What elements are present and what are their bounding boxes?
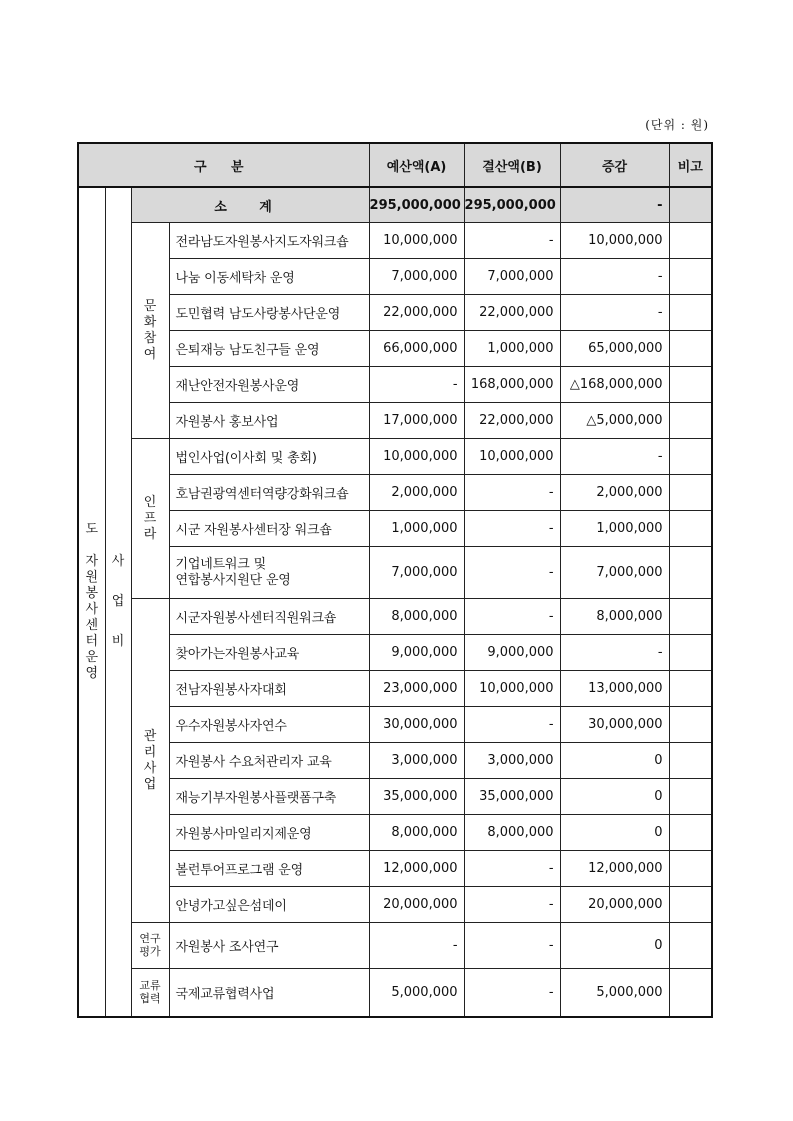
row-remarks: [669, 969, 712, 1017]
row-change: 10,000,000: [560, 223, 669, 259]
row-remarks: [669, 439, 712, 475]
row-settlement: -: [464, 511, 560, 547]
row-settlement: 8,000,000: [464, 815, 560, 851]
row-name: 나눔 이동세탁차 운영: [169, 259, 369, 295]
row-settlement: 10,000,000: [464, 671, 560, 707]
row-change: 0: [560, 815, 669, 851]
row-change: 30,000,000: [560, 707, 669, 743]
table-row: [78, 887, 712, 923]
row-settlement: 7,000,000: [464, 259, 560, 295]
row-settlement: -: [464, 547, 560, 599]
subtotal-remarks: [669, 187, 712, 223]
group-management-label: 관 리 사 업: [131, 599, 169, 923]
row-budget: 5,000,000: [369, 969, 464, 1017]
row-budget: 8,000,000: [369, 815, 464, 851]
row-change: 12,000,000: [560, 851, 669, 887]
row-settlement: -: [464, 475, 560, 511]
group-exchange-label: 교류 협력: [131, 969, 169, 1017]
row-remarks: [669, 887, 712, 923]
row-name: 전남자원봉사자대회: [169, 671, 369, 707]
table-row: [78, 547, 712, 599]
row-remarks: [669, 367, 712, 403]
subtotal-row: [78, 187, 712, 223]
row-settlement: 22,000,000: [464, 403, 560, 439]
row-budget: 8,000,000: [369, 599, 464, 635]
row-budget: 17,000,000: [369, 403, 464, 439]
row-name: 볼런투어프로그램 운영: [169, 851, 369, 887]
row-name: 자원봉사 홍보사업: [169, 403, 369, 439]
level2-label: 사 업 비: [105, 187, 131, 1017]
row-budget: 66,000,000: [369, 331, 464, 367]
row-name: 법인사업(이사회 및 총회): [169, 439, 369, 475]
row-budget: 22,000,000: [369, 295, 464, 331]
row-change: -: [560, 295, 669, 331]
header-settlement: 결산액(B): [464, 143, 560, 187]
row-budget: 30,000,000: [369, 707, 464, 743]
row-change: 65,000,000: [560, 331, 669, 367]
row-budget: 10,000,000: [369, 439, 464, 475]
row-name: 자원봉사 조사연구: [169, 923, 369, 969]
row-change: △168,000,000: [560, 367, 669, 403]
row-name: 찾아가는자원봉사교육: [169, 635, 369, 671]
row-name: 자원봉사마일리지제운영: [169, 815, 369, 851]
row-name: 우수자원봉사자연수: [169, 707, 369, 743]
row-name-line1: 기업네트워크 및: [175, 556, 266, 572]
row-change: 8,000,000: [560, 599, 669, 635]
row-settlement: 10,000,000: [464, 439, 560, 475]
row-remarks: [669, 851, 712, 887]
unit-note: (단위 : 원): [645, 118, 709, 132]
level1-label: 도 자 원 봉 사 센 터 운 영: [78, 187, 105, 1017]
table-row: [78, 671, 712, 707]
row-name: 은퇴재능 남도친구들 운영: [169, 331, 369, 367]
row-settlement: -: [464, 969, 560, 1017]
table-row: [78, 815, 712, 851]
row-name: 재난안전자원봉사운영: [169, 367, 369, 403]
header-category: 구 분: [78, 143, 369, 187]
subtotal-label: 소 계: [131, 187, 369, 223]
table-row: [78, 599, 712, 635]
table-row: [78, 635, 712, 671]
table-row: [78, 439, 712, 475]
row-change: -: [560, 635, 669, 671]
row-settlement: 168,000,000: [464, 367, 560, 403]
table-row: [78, 403, 712, 439]
row-name: 시군자원봉사센터직원워크숍: [169, 599, 369, 635]
table-row: [78, 851, 712, 887]
table-row: [78, 511, 712, 547]
group-research-label: 연구 평가: [131, 923, 169, 969]
header-change: 증감: [560, 143, 669, 187]
row-remarks: [669, 779, 712, 815]
row-change: 7,000,000: [560, 547, 669, 599]
row-change: 0: [560, 743, 669, 779]
header-budget: 예산액(A): [369, 143, 464, 187]
table-row: [78, 367, 712, 403]
row-name: 자원봉사 수요처관리자 교육: [169, 743, 369, 779]
table-row: [78, 475, 712, 511]
row-remarks: [669, 223, 712, 259]
table-row: [78, 223, 712, 259]
subtotal-settlement: 295,000,000: [464, 187, 560, 223]
table-row: [78, 259, 712, 295]
row-settlement: -: [464, 887, 560, 923]
table-header-row: [78, 143, 712, 187]
row-change: 0: [560, 779, 669, 815]
row-settlement: -: [464, 923, 560, 969]
row-budget: 23,000,000: [369, 671, 464, 707]
row-change: △5,000,000: [560, 403, 669, 439]
row-name: 호남권광역센터역량강화워크숍: [169, 475, 369, 511]
row-change: 2,000,000: [560, 475, 669, 511]
row-remarks: [669, 547, 712, 599]
table-row: [78, 295, 712, 331]
row-change: 13,000,000: [560, 671, 669, 707]
row-change: 20,000,000: [560, 887, 669, 923]
subtotal-change: -: [560, 187, 669, 223]
row-budget: -: [369, 367, 464, 403]
table-row: [78, 779, 712, 815]
row-budget: 12,000,000: [369, 851, 464, 887]
row-change: 0: [560, 923, 669, 969]
row-settlement: -: [464, 851, 560, 887]
row-budget: 9,000,000: [369, 635, 464, 671]
row-name: [169, 547, 369, 599]
row-remarks: [669, 259, 712, 295]
row-settlement: 9,000,000: [464, 635, 560, 671]
row-budget: 7,000,000: [369, 259, 464, 295]
row-budget: 2,000,000: [369, 475, 464, 511]
row-remarks: [669, 331, 712, 367]
row-name: 시군 자원봉사센터장 워크숍: [169, 511, 369, 547]
table-row: [78, 923, 712, 969]
row-settlement: 35,000,000: [464, 779, 560, 815]
row-change: -: [560, 259, 669, 295]
row-name: 안녕가고싶은섬데이: [169, 887, 369, 923]
row-remarks: [669, 635, 712, 671]
table-row: [78, 969, 712, 1017]
row-budget: 35,000,000: [369, 779, 464, 815]
row-settlement: 3,000,000: [464, 743, 560, 779]
budget-table: [77, 142, 713, 1018]
row-budget: 10,000,000: [369, 223, 464, 259]
table-row: [78, 743, 712, 779]
row-budget: 3,000,000: [369, 743, 464, 779]
row-remarks: [669, 923, 712, 969]
subtotal-budget: 295,000,000: [369, 187, 464, 223]
row-name: 전라남도자원봉사지도자워크숍: [169, 223, 369, 259]
row-budget: 1,000,000: [369, 511, 464, 547]
row-name: 국제교류협력사업: [169, 969, 369, 1017]
header-remarks: 비고: [669, 143, 712, 187]
row-remarks: [669, 707, 712, 743]
row-settlement: 22,000,000: [464, 295, 560, 331]
row-name: 재능기부자원봉사플랫폼구축: [169, 779, 369, 815]
row-remarks: [669, 743, 712, 779]
group-infra-label: 인 프 라: [131, 439, 169, 599]
row-remarks: [669, 295, 712, 331]
row-budget: 7,000,000: [369, 547, 464, 599]
row-settlement: -: [464, 707, 560, 743]
row-remarks: [669, 815, 712, 851]
row-name-line2: 연합봉사지원단 운영: [175, 572, 291, 588]
row-remarks: [669, 599, 712, 635]
row-remarks: [669, 403, 712, 439]
table-row: [78, 707, 712, 743]
row-settlement: 1,000,000: [464, 331, 560, 367]
group-culture-label: 문 화 참 여: [131, 223, 169, 439]
row-budget: 20,000,000: [369, 887, 464, 923]
row-settlement: -: [464, 223, 560, 259]
row-change: 5,000,000: [560, 969, 669, 1017]
row-change: -: [560, 439, 669, 475]
row-name: 도민협력 남도사랑봉사단운영: [169, 295, 369, 331]
table-row: [78, 331, 712, 367]
row-change: 1,000,000: [560, 511, 669, 547]
row-remarks: [669, 671, 712, 707]
row-budget: -: [369, 923, 464, 969]
row-remarks: [669, 475, 712, 511]
row-settlement: -: [464, 599, 560, 635]
row-remarks: [669, 511, 712, 547]
